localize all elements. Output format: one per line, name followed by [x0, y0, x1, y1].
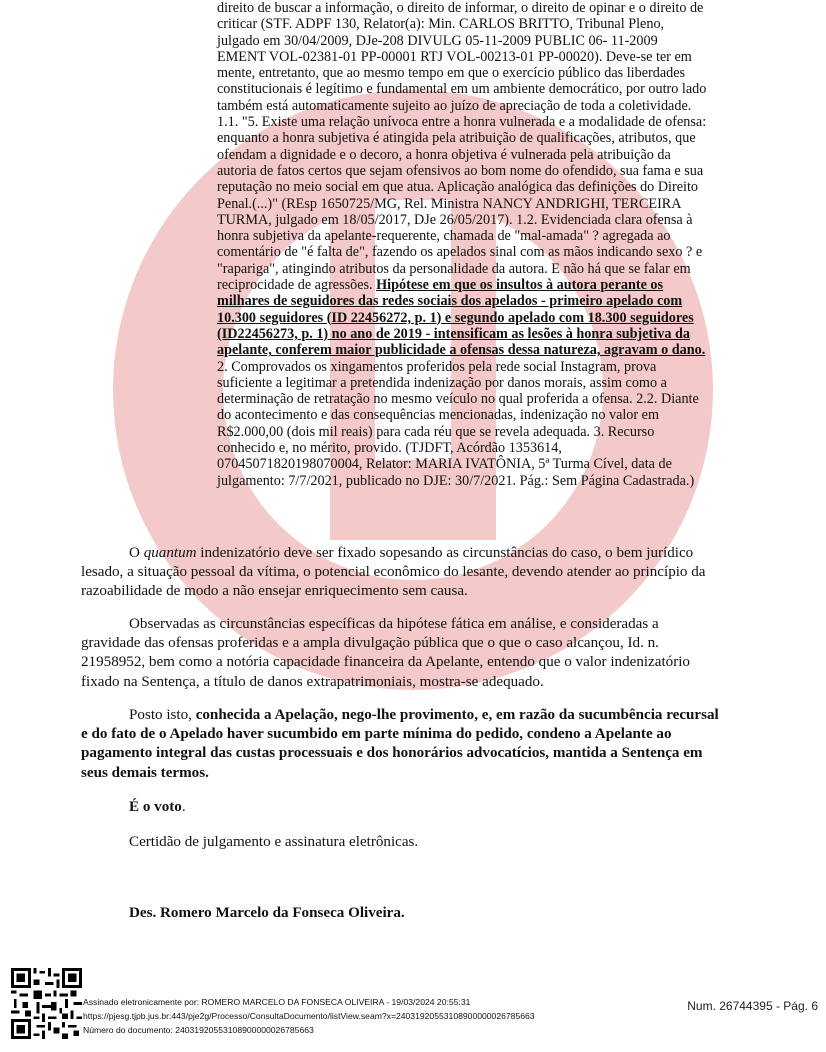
signed-by-line: Assinado eletronicamente por: ROMERO MARCELO DA FONSECA OLIVEIRA - 19/03/2024 20:55:31 [83, 997, 471, 1007]
document-url[interactable]: https://pjesg.tjpb.jus.br:443/pje2g/Processo/ConsultaDocumento/listView.seam?x=24031920553108900000026785663 [83, 1011, 535, 1021]
signature-metadata [83, 995, 535, 1037]
paragraph-dispositivo: Posto isto, conhecida a Apelação, nego-lhe provimento, e, em razão da sucumbência recursal e do fato de o Apelado haver sucumbido em parte mínima do pedido, condeno a Apelante ao pagamento integral das custas processuais e dos honorários advocatícios, mantida a Sentença em seus demais termos. [81, 707, 719, 781]
jurisprudence-quote [217, 0, 707, 489]
quote-text-end: 2. Comprovados os xingamentos proferidos pela rede social Instagram, prova suficiente a legitimar a pretendida indenização por danos morais, assim como a determinação de retratação no mesmo veículo no qual proferida a ofensa. 2.2. Diante do acontecimento e das consequências mencionadas, indenização no valor em R$2.000,00 (dois mil reais) para cada réu que se revela adequada. 3. Recurso conhecido e, no mérito, provido. (TJDFT, Acórdão 1353614, 07045071820198070004, Relator: MARIA IVATÔNIA, 5ª Turma Cível, data de julgamento: 7/7/2021, publicado no DJE: 30/7/2021. Pág.: Sem Página Cadastrada.) [217, 358, 699, 489]
document-number: Número do documento: 24031920553108900000026785663 [83, 1025, 314, 1035]
paragraph-observadas: Observadas as circunstâncias específicas da hipótese fática em análise, e consideradas a gravidade das ofensas proferidas e a ampla divulgação pública que o que o caso alcançou, Id. n. 21958952, bem como a notória capacidade financeira da Apelante, entendo que o valor indenizatório fixado na Sentença, a título de danos extrapatrimoniais, mostra-se adequado. [81, 616, 690, 690]
quantum-term: quantum [143, 545, 197, 561]
dispositivo-bold: conhecida a Apelação, nego-lhe provimento, e, em razão da sucumbência recursal e do fato de o Apelado haver sucumbido em parte mínima do pedido, condeno a Apelante ao pagamento integral das custas processuais e dos honorários advocatícios, mantida a Sentença em seus demais termos. [81, 707, 719, 781]
quote-text-start: direito de buscar a informação, o direito de informar, o direito de opinar e o direito de criticar (STF. ADPF 130, Relator(a): Min. CARLOS BRITTO, Tribunal Pleno, julgado em 30/04/2009, DJe-208 DIVULG 05-11-2009 PUBLIC 06- 11-2009 EMENT VOL-02381-01 PP-00001 RTJ VOL-00213-01 PP-00020). Deve-se ter em mente, entretanto, que ao mesmo tempo em que o exercício público das liberdades constitucionais é legítimo e fundamental em um ambiente democrático, por outro lado também está automaticamente sujeito ao juízo de apreciação de toda a coletividade. 1.1. "5. Existe uma relação unívoca entre a honra vulnerada e a modalidade de ofensa: enquanto a honra subjetiva é atingida pela atribuição de qualificações, atributos, que ofendam a dignidade e o decoro, a honra objetiva é vulnerada pela atribuição da autoria de fatos certos que sejam ofensivos ao bom nome do ofendido, sua fama e sua reputação no meio social em que atua. Aplicação analógica das definições do Direito Penal.(...)" (REsp 1650725/MG, Rel. Ministra NANCY ANDRIGHI, TERCEIRA TURMA, julgado em 18/05/2017, DJe 26/05/2017). 1.2. Evidenciada clara ofensa à honra subjetiva da apelante-requerente, chamada de "mal-amada" ? agregada ao comentário de "é falta de", fazendo os apelados sinal com as mãos indicando sexo ? e "rapariga", atingindo atributos da personalidade da autora. E não há que se falar em reciprocidade de agressões. [217, 0, 707, 294]
signature-name: Des. Romero Marcelo da Fonseca Oliveira. [129, 905, 405, 921]
paragraph-quantum: O quantum indenizatório deve ser fixado sopesando as circunstâncias do caso, o bem jurídico lesado, a situação pessoal da vítima, o potencial econômico do lesante, devendo atender ao princípio da razoabilidade de modo a não ensejar enriquecimento sem causa. [81, 545, 706, 600]
footer [0, 964, 826, 1052]
voto-line: É o voto. [129, 799, 186, 815]
certidao-line: Certidão de julgamento e assinatura eletrônicas. [129, 834, 419, 850]
quote-highlight: Hipótese em que os insultos à autora perante os milhares de seguidores das redes sociais dos apelados - primeiro apelado com 10.300 seguidores (ID 22456272, p. 1) e segundo apelado com 18.300 seguidores (ID22456273, p. 1) no ano de 2019 - intensificam as lesões à honra subjetiva da apelante, conferem maior publicidade a ofensas dessa natureza, agravam o dano. [217, 277, 706, 359]
page-number: Num. 26744395 - Pág. 6 [687, 999, 818, 1013]
qr-code-icon[interactable] [11, 968, 82, 1039]
